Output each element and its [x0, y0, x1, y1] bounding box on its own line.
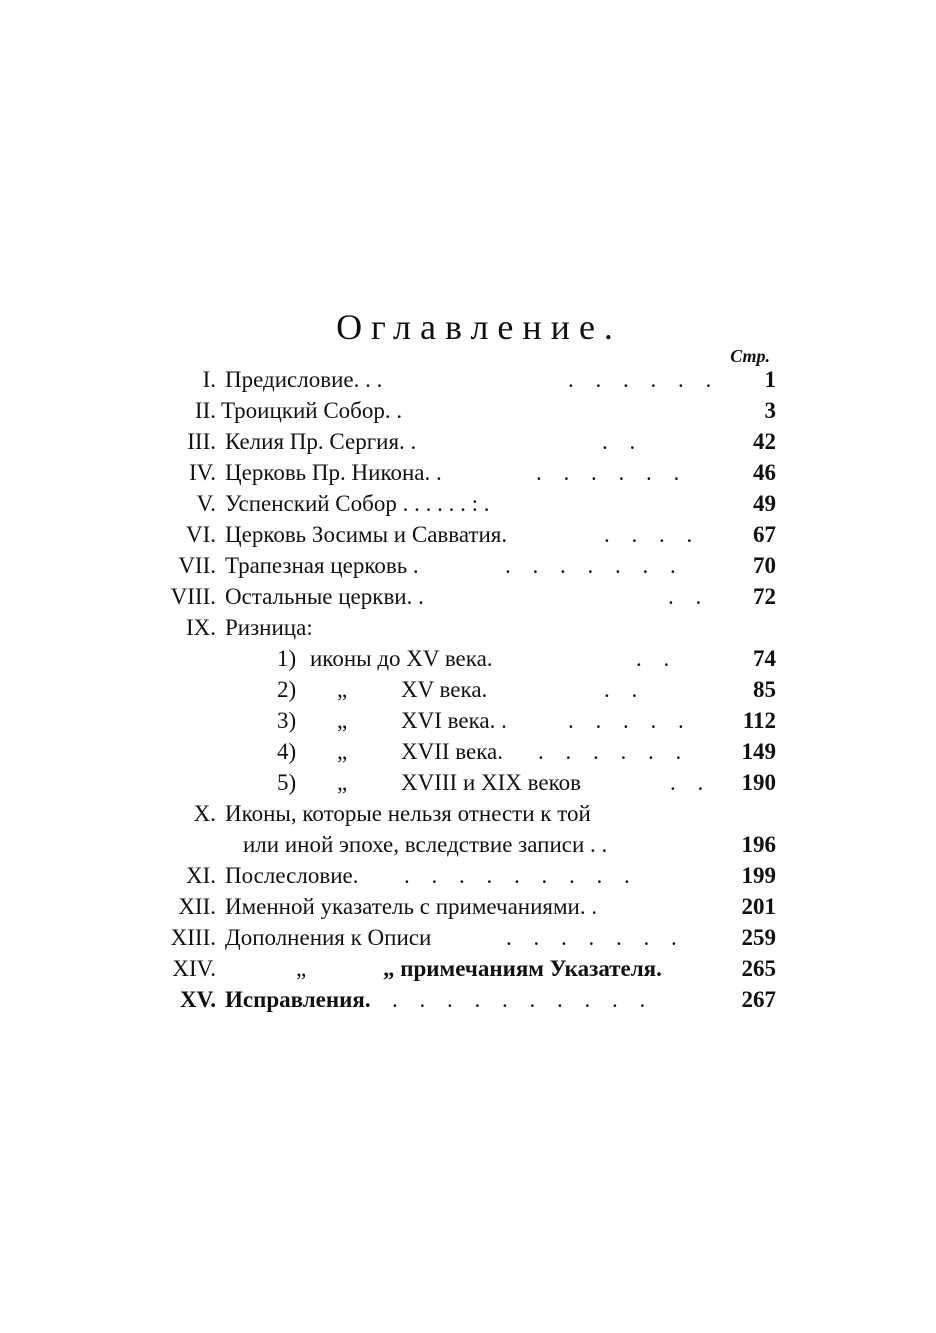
- entry-page: 74: [753, 646, 776, 671]
- entry-title: Дополнения к Описи: [225, 925, 432, 950]
- toc-sub-entry: [0, 736, 936, 767]
- toc-sub-entry: [0, 767, 936, 798]
- entry-title: Троицкий Собор. .: [221, 398, 403, 423]
- entry-title: Келия Пр. Сергия. .: [225, 429, 417, 454]
- leader-dots: . .: [670, 770, 712, 795]
- sub-entry-number: 4): [277, 739, 297, 764]
- sub-entry-number: 3): [277, 708, 297, 733]
- toc-entry: [0, 457, 936, 488]
- sub-entry-number: 2): [277, 677, 297, 702]
- toc-entry: [0, 860, 936, 891]
- entry-page: 259: [741, 925, 776, 950]
- toc-entry: [0, 550, 936, 581]
- page-column-header: Стр.: [730, 346, 770, 366]
- sub-entry-text: XV века.: [401, 677, 488, 702]
- leader-dots: . . . .: [604, 522, 701, 547]
- entry-page: 1: [764, 367, 776, 392]
- entry-page: 190: [741, 770, 776, 795]
- entry-title: Остальные церкви. .: [225, 584, 424, 609]
- leader-dots: . . . . .: [568, 708, 692, 733]
- toc-entry: [0, 922, 936, 953]
- entry-page: 85: [753, 677, 776, 702]
- leader-dots: . . . . . .: [568, 367, 720, 392]
- entry-title: Исправления.: [225, 987, 371, 1012]
- toc-entry: [0, 798, 936, 829]
- toc-sub-entry: [0, 643, 936, 674]
- entry-number: V.: [196, 491, 216, 516]
- toc-entry: [0, 426, 936, 457]
- sub-entry-text: иконы до XV века.: [310, 646, 493, 671]
- entry-number: IV.: [188, 460, 216, 485]
- leader-dots: . . . . . . . . . .: [392, 987, 654, 1012]
- toc-entry: [0, 519, 936, 550]
- entry-number: IX.: [185, 615, 216, 640]
- entry-page: 196: [741, 832, 776, 857]
- toc-entry: [0, 612, 936, 643]
- sub-entry-text: XVI века. .: [401, 708, 507, 733]
- entry-page: 42: [753, 429, 776, 454]
- entry-page: 201: [741, 894, 776, 919]
- ditto-mark: „: [337, 677, 348, 702]
- toc-entry: [0, 364, 936, 395]
- ditto-mark: „: [337, 770, 348, 795]
- entry-title-line1: Иконы, которые нельзя отнести к той: [225, 801, 591, 826]
- ditto-mark: „: [337, 708, 348, 733]
- entry-number: X.: [193, 801, 216, 826]
- entry-number: VIII.: [170, 584, 216, 609]
- entry-page: 267: [741, 987, 776, 1012]
- sub-entry-number: 1): [277, 646, 297, 671]
- entry-number: XV.: [179, 987, 216, 1012]
- entry-title: Церковь Зосимы и Савватия.: [225, 522, 508, 547]
- entry-title-line2: или иной эпохе, вследствие записи . .: [243, 832, 608, 857]
- entry-number: XIV.: [172, 956, 216, 981]
- toc-sub-entry: [0, 705, 936, 736]
- entry-title: Именной указатель с примечаниями. .: [225, 894, 598, 919]
- entry-number: XI.: [185, 863, 216, 888]
- ditto-mark: „: [337, 739, 348, 764]
- toc-entry-continuation: [0, 829, 936, 860]
- leader-dots: . . . . . .: [536, 460, 688, 485]
- toc-entry: [0, 891, 936, 922]
- entry-page: 265: [741, 956, 776, 981]
- entry-page: 112: [742, 708, 776, 733]
- entry-number: XIII.: [170, 925, 216, 950]
- entry-page: 46: [753, 460, 776, 485]
- entry-title: „ примечаниям Указателя.: [383, 956, 662, 981]
- leader-dots: . .: [636, 646, 678, 671]
- entry-number: VII.: [178, 553, 216, 578]
- page-title: Оглавление.: [336, 307, 622, 347]
- sub-entry-text: XVII века.: [401, 739, 504, 764]
- entry-page: 199: [741, 863, 776, 888]
- leader-dots: . .: [602, 429, 644, 454]
- toc-sub-entry: [0, 674, 936, 705]
- entry-page: 3: [764, 398, 776, 423]
- entry-number: XII.: [178, 894, 216, 919]
- entry-number: VI.: [185, 522, 216, 547]
- entry-page: 49: [753, 491, 776, 516]
- sub-entry-text: XVIII и XIX веков: [401, 770, 581, 795]
- entry-page: 70: [753, 553, 776, 578]
- leader-dots: . .: [604, 677, 646, 702]
- entry-title: Послесловие.: [225, 863, 359, 888]
- toc-entry: [0, 395, 936, 426]
- toc-entry: [0, 984, 936, 1015]
- leader-dots: . . . . . . .: [505, 553, 684, 578]
- ditto-mark: „: [296, 956, 307, 981]
- leader-dots: . . . . . .: [538, 739, 690, 764]
- entry-title: Успенский Собор . . . . . . : .: [225, 491, 490, 516]
- entry-page: 67: [753, 522, 776, 547]
- sub-entry-number: 5): [277, 770, 297, 795]
- leader-dots: . .: [668, 584, 710, 609]
- leader-dots: . . . . . . .: [506, 925, 685, 950]
- entry-page: 149: [741, 739, 776, 764]
- entry-title: Церковь Пр. Никона. .: [225, 460, 442, 485]
- entry-number: I.: [202, 367, 216, 392]
- entry-title: Предисловие. . .: [225, 367, 383, 392]
- entry-number: II.: [194, 398, 216, 423]
- entry-title: Трапезная церковь .: [225, 553, 419, 578]
- toc-entry: [0, 581, 936, 612]
- toc-entry: [0, 953, 936, 984]
- toc-entry: [0, 488, 936, 519]
- entry-page: 72: [753, 584, 776, 609]
- entry-title: Ризница:: [225, 615, 313, 640]
- leader-dots: . . . . . . . . .: [404, 863, 638, 888]
- entry-number: III.: [187, 429, 216, 454]
